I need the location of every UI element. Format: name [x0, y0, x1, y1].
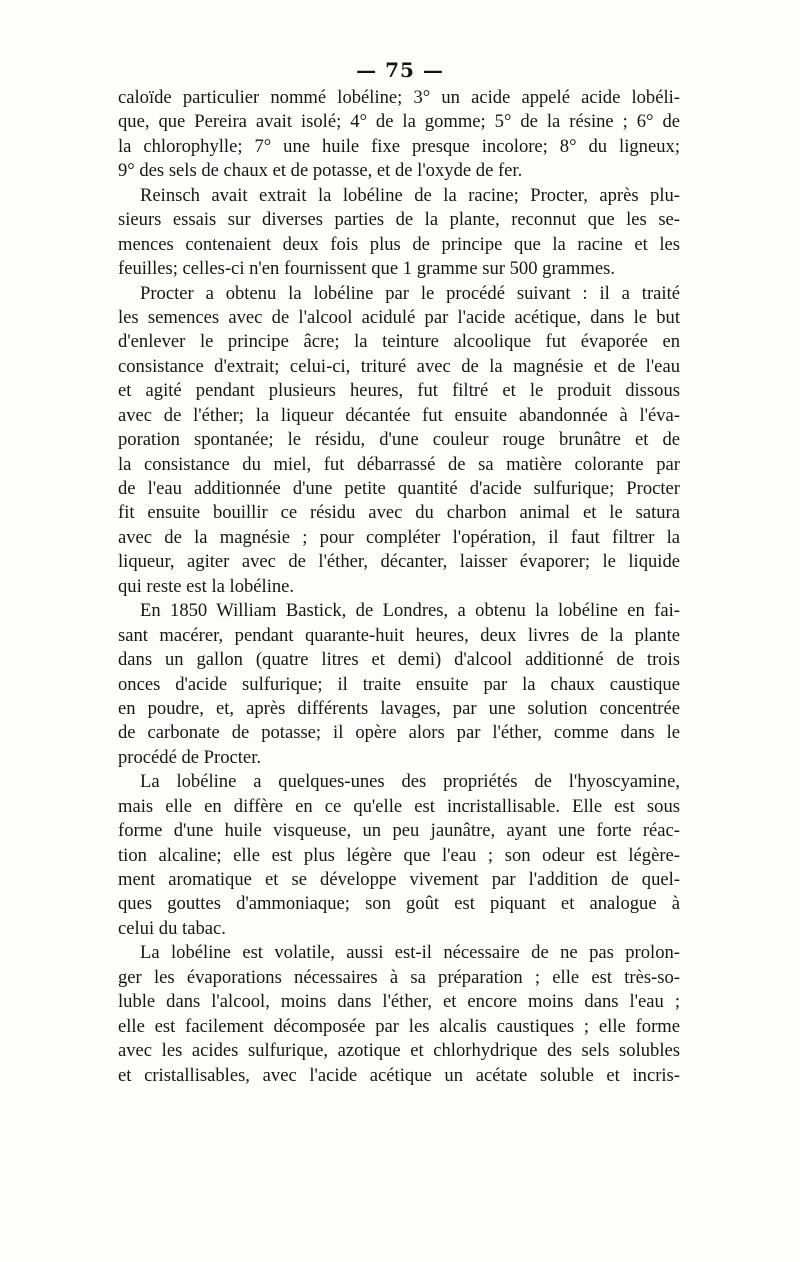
text-line: d'enlever le principe âcre; la teinture alcoolique fut évaporée en — [118, 331, 680, 353]
text-line: et agité pendant plusieurs heures, fut filtré et le produit dissous — [118, 380, 680, 402]
text-line: de l'eau additionnée d'une petite quantité d'acide sulfurique; Procter — [118, 478, 680, 499]
text-line: ques gouttes d'ammoniaque; son goût est piquant et analogue à — [118, 893, 680, 915]
text-line: tion alcaline; elle est plus légère que l'eau ; son odeur est légère- — [118, 844, 680, 866]
text-line: La lobéline est volatile, aussi est-il nécessaire de ne pas prolon- — [140, 942, 680, 964]
text-line: fit ensuite bouillir ce résidu avec du charbon animal et le satura — [118, 502, 680, 524]
text-line: onces d'acide sulfurique; il traite ensuite par la chaux caustique — [118, 673, 680, 695]
text-line: la chlorophylle; 7° une huile fixe presque incolore; 8° du ligneux; — [118, 135, 680, 157]
text-line: poration spontanée; le résidu, d'une couleur rouge brunâtre et de — [118, 429, 680, 451]
text-line: 9° des sels de chaux et de potasse, et de l'oxyde de fer. — [118, 160, 523, 182]
text-line: ment aromatique et se développe vivement par l'addition de quel- — [118, 869, 680, 890]
page-number: — 75 — — [356, 58, 444, 82]
text-line: feuilles; celles-ci n'en fournissent que 1 gramme sur 500 grammes. — [118, 258, 615, 280]
text-line: dans un gallon (quatre litres et demi) d'alcool additionné de trois — [118, 649, 680, 671]
text-line: luble dans l'alcool, moins dans l'éther, et encore moins dans l'eau ; — [118, 991, 680, 1013]
text-line: qui reste est la lobéline. — [118, 575, 295, 597]
text-line: avec de la magnésie ; pour compléter l'opération, il faut filtrer la — [118, 526, 680, 548]
text-line: mais elle en diffère en ce qu'elle est incristallisable. Elle est sous — [118, 795, 680, 817]
text-line: les semences avec de l'alcool acidulé par l'acide acétique, dans le but — [118, 306, 680, 328]
text-line: avec les acides sulfurique, azotique et chlorhydrique des sels solubles — [118, 1040, 680, 1062]
text-line: Reinsch avait extrait la lobéline de la racine; Procter, après plu- — [140, 184, 680, 206]
text-line: procédé de Procter. — [118, 746, 262, 768]
text-line: et cristallisables, avec l'acide acétique un acétate soluble et incris- — [118, 1064, 680, 1086]
text-line: mences contenaient deux fois plus de principe que la racine et les — [118, 233, 680, 255]
text-line: La lobéline a quelques-unes des propriétés de l'hyoscyamine, — [140, 771, 680, 793]
text-line: sant macérer, pendant quarante-huit heures, deux livres de la plante — [118, 624, 680, 646]
text-line: la consistance du miel, fut débarrassé de sa matière colorante par — [118, 453, 680, 475]
body-text — [118, 86, 680, 1088]
text-line: En 1850 William Bastick, de Londres, a obtenu la lobéline en fai- — [140, 600, 680, 622]
text-line: elle est facilement décomposée par les alcalis caustiques ; elle forme — [118, 1015, 680, 1037]
text-line: caloïde particulier nommé lobéline; 3° un acide appelé acide lobéli- — [118, 87, 680, 108]
text-line: de carbonate de potasse; il opère alors par l'éther, comme dans le — [118, 722, 680, 744]
text-line: avec de l'éther; la liqueur décantée fut ensuite abandonnée à l'éva- — [118, 404, 680, 426]
text-line: liqueur, agiter avec de l'éther, décanter, laisser évaporer; le liquide — [118, 551, 680, 573]
text-line: consistance d'extrait; celui-ci, trituré avec de la magnésie et de l'eau — [118, 355, 680, 377]
text-line: celui du tabac. — [118, 917, 226, 939]
text-line: ger les évaporations nécessaires à sa préparation ; elle est très-so- — [118, 966, 680, 988]
text-line: en poudre, et, après différents lavages, par une solution concentrée — [118, 697, 680, 719]
text-line: que, que Pereira avait isolé; 4° de la gomme; 5° de la résine ; 6° de — [118, 111, 680, 133]
text-line: sieurs essais sur diverses parties de la plante, reconnut que les se- — [118, 209, 680, 231]
text-line: Procter a obtenu la lobéline par le procédé suivant : il a traité — [140, 282, 680, 304]
text-line: forme d'une huile visqueuse, un peu jaunâtre, ayant une forte réac- — [118, 820, 680, 842]
